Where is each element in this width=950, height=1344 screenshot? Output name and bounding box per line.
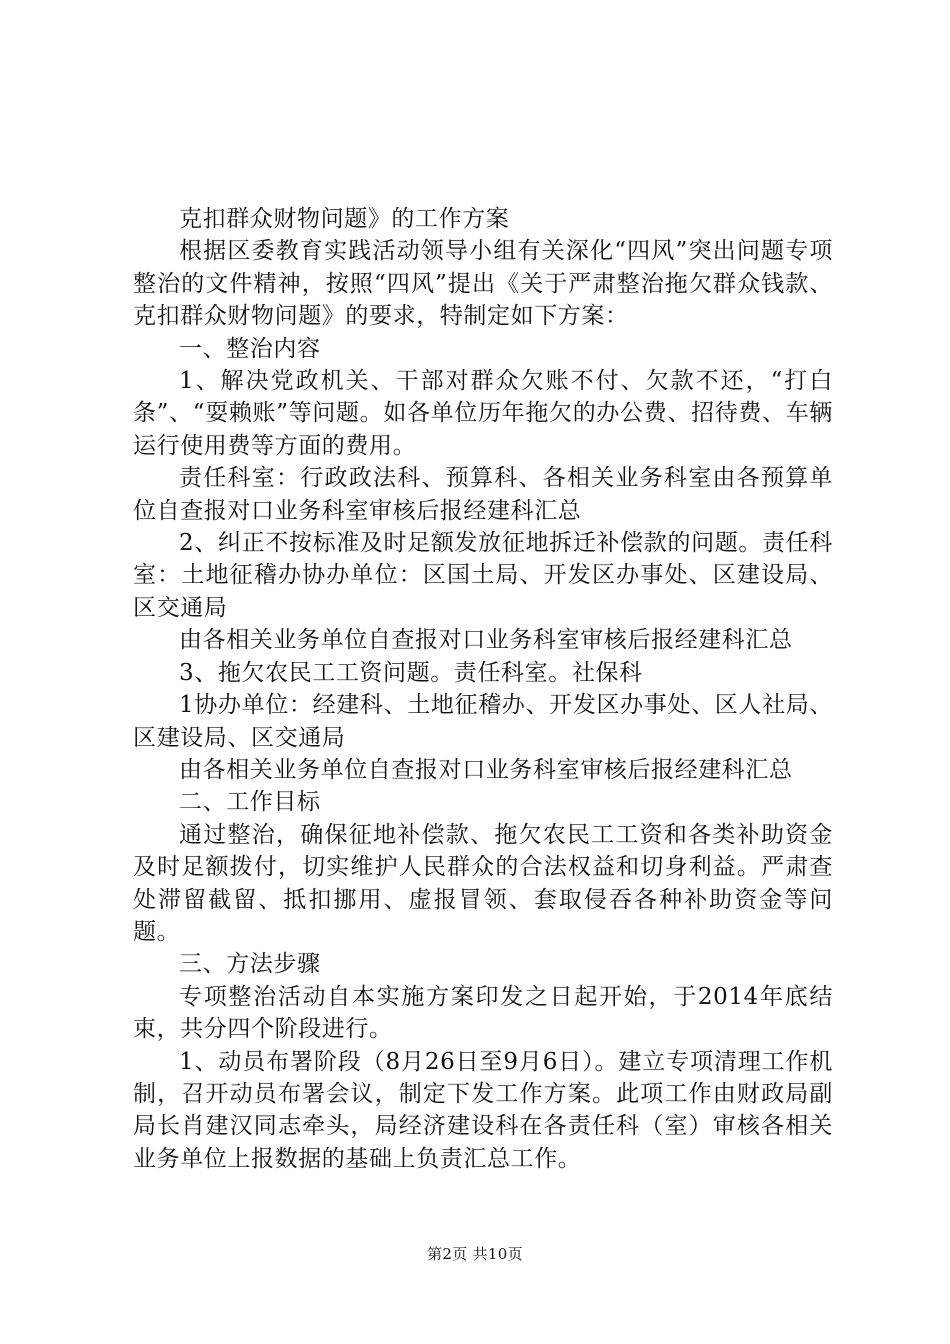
paragraph-step-1: 1、动员布署阶段（8月26日至9月6日）。建立专项清理工作机制，召开动员布署会议，制定下发工作方案。此项工作由财政局副局长肖建汉同志牵头，局经济建设科在各责任科（室）审核各相关业务单位上报数据的基础上负责汇总工作。 [133, 1048, 833, 1172]
section-heading-steps: 三、方法步骤 [179, 951, 321, 978]
paragraph-steps-intro: 专项整治活动自本实施方案印发之日起开始，于2014年底结束，共分四个阶段进行。 [133, 983, 833, 1043]
paragraph-cooperating-units-3: 1协办单位：经建科、土地征稽办、开发区办事处、区人社局、区建设局、区交通局 [133, 692, 833, 751]
document-body [133, 203, 833, 1175]
paragraph-title-continuation: 克扣群众财物问题》的工作方案 [179, 206, 510, 232]
paragraph-item-3: 3、拖欠农民工工资问题。责任科室。社保科 [179, 659, 643, 686]
paragraph-goals: 通过整治，确保征地补偿款、拖欠农民工工资和各类补助资金及时足额拨付，切实维护人民群众的合法权益和切身利益。严肃查处滞留截留、抵扣挪用、虚报冒领、套取侵吞各种补助资金等问题。 [133, 821, 833, 945]
paragraph-item-2: 2、纠正不按标准及时足额发放征地拆迁补偿款的问题。责任科室：土地征稽办协办单位：区国土局、开发区办事处、区建设局、区交通局 [133, 530, 833, 621]
paragraph-summary-3: 由各相关业务单位自查报对口业务科室审核后报经建科汇总 [179, 756, 793, 783]
paragraph-summary-2: 由各相关业务单位自查报对口业务科室审核后报经建科汇总 [179, 627, 793, 654]
paragraph-item-1: 1、解决党政机关、干部对群众欠账不付、欠款不还，“打白条”、“耍赖账”等问题。如各单位历年拖欠的办公费、招待费、车辆运行使用费等方面的费用。 [133, 368, 833, 459]
page-number-footer: 第2页 共10页 [427, 1245, 523, 1263]
section-heading-content: 一、整治内容 [179, 335, 321, 362]
paragraph-responsibility-1: 责任科室：行政政法科、预算科、各相关业务科室由各预算单位自查报对口业务科室审核后报经建科汇总 [133, 465, 833, 524]
paragraph-intro: 根据区委教育实践活动领导小组有关深化“四风”突出问题专项整治的文件精神，按照“四风”提出《关于严肃整治拖欠群众钱款、克扣群众财物问题》的要求，特制定如下方案： [133, 238, 833, 330]
section-heading-goals: 二、工作目标 [179, 789, 321, 816]
